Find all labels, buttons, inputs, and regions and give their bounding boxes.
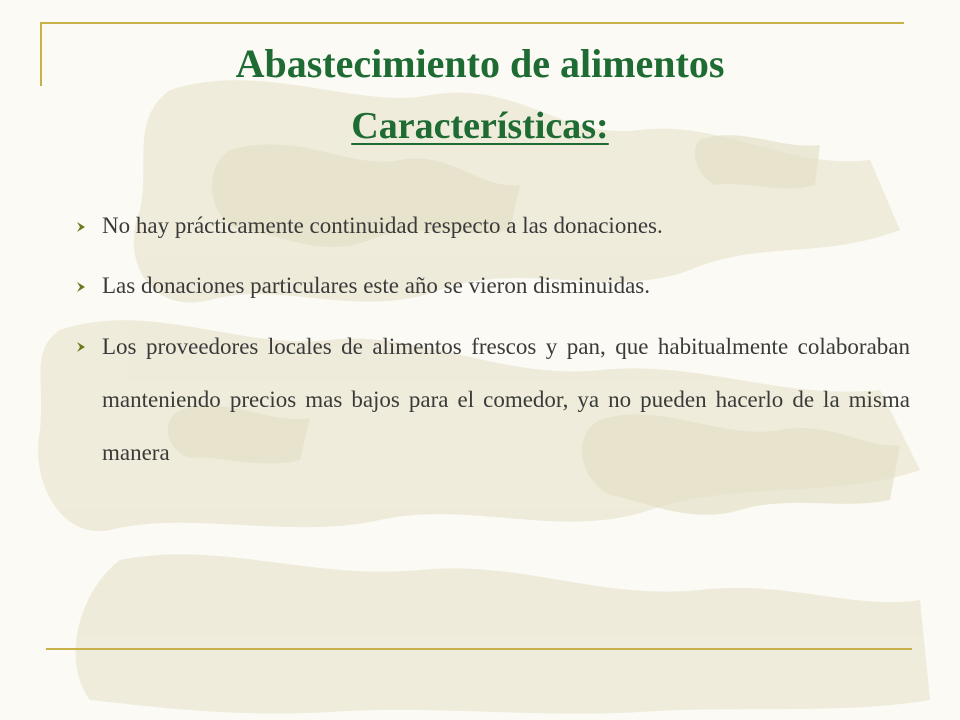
top-left-decorative-rule <box>40 22 42 86</box>
arrow-bullet-icon <box>74 340 88 354</box>
bullet-item <box>66 320 910 479</box>
bullet-text: Los proveedores locales de alimentos frescos y pan, que habitualmente colaboraban manteniendo precios mas bajos para el comedor, ya no pueden hacerlo de la misma manera <box>102 334 910 465</box>
arrow-bullet-icon <box>74 220 88 234</box>
bullet-item <box>66 260 910 312</box>
arrow-bullet-icon <box>74 280 88 294</box>
slide-subtitle <box>120 98 840 154</box>
bullet-item <box>66 200 910 252</box>
bottom-decorative-rule <box>46 648 912 650</box>
slide-title: Abastecimiento de alimentos <box>235 41 725 86</box>
slide-subtitle-text: Características: <box>351 105 609 147</box>
bullet-text: No hay prácticamente continuidad respecto a las donaciones. <box>102 213 663 238</box>
bullet-list <box>66 200 910 487</box>
bullet-text: Las donaciones particulares este año se vieron disminuidas. <box>102 273 651 298</box>
top-decorative-rule <box>40 22 904 24</box>
